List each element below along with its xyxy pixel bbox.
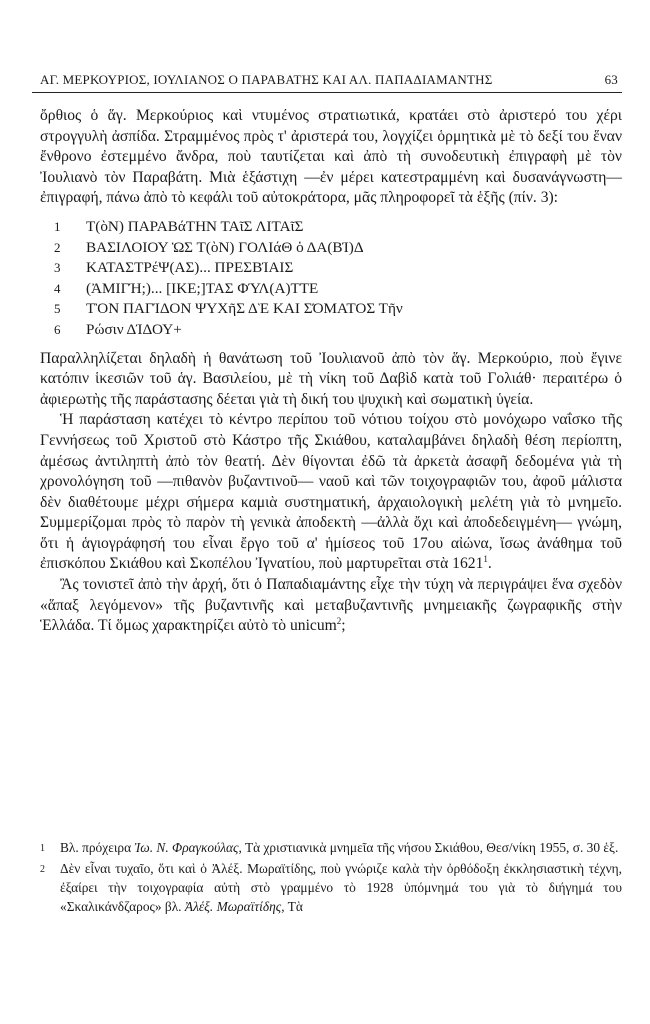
line-number: 4: [54, 280, 61, 296]
footnote-ref-2[interactable]: 2: [336, 616, 342, 627]
paragraph-3-end: .: [487, 555, 492, 573]
footnote-text-part: , Τὰ χριστιανικὰ μνημεῖα τῆς νήσου Σκιάθου, Θεσ/νίκη 1955, σ. 30 ἑξ.: [238, 840, 619, 855]
inscription-line: [54, 217, 622, 238]
footnote-mark: 2: [40, 864, 45, 875]
paragraph-3-text: Ἡ παράσταση κατέχει τὸ κέντρο περίπου τοῦ νότιου τοίχου στὸ μονόχωρο ναΐσκο τῆς Γεννήσεως τοῦ Χριστοῦ στὸ Κάστρο τῆς Σκιάθου, καταλαμβάνει δηλαδὴ θέση περίοπτη, ἀμέσως ἀντιληπτὴ ἀπὸ τὸν θεατή. Δὲν θίγονται ἐδῶ τὰ ἀρκετὰ ἀσαφῆ δεδομένα γιὰ τὴ χρονολόγηση τοῦ —πιθανὸν βυζαντινοῦ— ναοῦ καὶ τῶν τοιχογραφιῶν του, ἀφοῦ μάλιστα δὲν διαθέτουμε μέχρι σήμερα καμιὰ συστηματική, ἀρχαιολογικὴ μελέτη γιὰ τὸ μνημεῖο. Συμμερίζομαι πρὸς τὸ παρὸν τὴ γενικὰ ἀποδεκτὴ —ἀλλὰ ὄχι καὶ ἀποδεδειγμένη— γνώμη, ὅτι ἡ ἁγιογράφησή του εἶναι ἔργο τοῦ α' ἡμίσεος τοῦ 17ου αἰώνα, ἴσως ἀνάθημα τοῦ ἐπισκόπου Σκιάθου καὶ Σκοπέλου Ἰγνατίου, ποὺ μαρτυρεῖται στὰ 1621: [40, 411, 622, 573]
footnote-text-part: Δὲν εἶναι τυχαῖο, ὅτι καὶ ὁ Ἀλέξ. Μωραϊτίδης, ποὺ γνώριζε καλὰ τὴν ὀρθόδοξη ἐκκλησιαστικὴ τέχνη, ἐξαίρει τὴν τοιχογραφία αὐτὴ στὸ γραμμένο τὸ 1928 ὑπόμνημά του γιὰ τὸ διήγημά του «Σκαλικάνδζαρος» βλ.: [60, 861, 622, 914]
header-rule: [32, 92, 622, 93]
line-number: 5: [54, 301, 61, 317]
inscription-text: ΚΑΤΑΣΤΡέΨ(ΑΣ)... ΠΡΕΣΒΊΑΙΣ: [86, 259, 294, 277]
footnote-author: Ἰω. Ν. Φραγκούλας: [134, 840, 239, 855]
book-page: [32, 0, 622, 1024]
inscription-text: ΒΑΣΙΛΟΙΟΥ ὩΣ Τ(ὸΝ) ΓΟΛΙάΘ ὁ ΔΑ(ΒΊ)Δ: [86, 238, 364, 256]
running-title: ΑΓ. ΜΕΡΚΟΥΡΙΟΣ, ΙΟΥΛΙΑΝΟΣ Ο ΠΑΡΑΒΑΤΗΣ ΚΑΙ ΑΛ. ΠΑΠΑΔΙΑΜΑΝΤΗΣ: [40, 72, 493, 87]
inscription-line: [54, 258, 622, 279]
main-text: [40, 106, 622, 637]
footnote-author: Ἀλέξ. Μωραϊτίδης: [184, 899, 282, 914]
paragraph-2: Παραλληλίζεται δηλαδὴ ἡ θανάτωση τοῦ Ἰουλιανοῦ ἀπὸ τὸν ἅγ. Μερκούριο, ποὺ ἔγινε κατόπιν ἱκεσιῶν τοῦ ἁγ. Βασιλείου, μὲ τὴ νίκη τοῦ Δαβὶδ κατὰ τοῦ Γολιάθ· περαιτέρω ὁ ἀφιερωτὴς τῆς παράστασης δέεται γιὰ τὴ δική του ψυχικὴ καὶ σωματικὴ ὑγεία.: [40, 349, 622, 408]
inscription-line: [54, 320, 622, 341]
line-number: 2: [54, 239, 61, 255]
inscription-text: (ἈΜΙΓΉ;)... [ΙΚΕ;]ΤΑΣ ΦΎΛ(Α)ΤΤΕ: [86, 279, 319, 297]
footnote-text: [60, 859, 622, 916]
inscription-line: [54, 299, 622, 320]
paragraph-3: [40, 410, 622, 575]
footnote-text-part: , Τὰ: [281, 899, 303, 914]
inscription-text: Τ(ὸΝ) ΠΑΡΑΒάΤΗΝ ΤΑῖΣ ΛΙΤΑῖΣ: [86, 217, 304, 235]
inscription-line: [54, 279, 622, 300]
footnote-2: [40, 859, 622, 916]
footnote-text: [60, 838, 622, 858]
line-number: 6: [54, 321, 61, 337]
paragraph-4-end: ;: [341, 617, 346, 635]
paragraph-4-text: Ἂς τονιστεῖ ἀπὸ τὴν ἀρχή, ὅτι ὁ Παπαδιαμάντης εἶχε τὴν τύχη νὰ περιγράψει ἕνα σχεδὸν «ἅπαξ λεγόμενον» τῆς βυζαντινῆς καὶ μεταβυζαντινῆς μνημειακῆς ζωγραφικῆς στὴν Ἑλλάδα. Τί ὅμως χαρακτηρίζει αὐτὸ τὸ unicum: [40, 576, 622, 635]
inscription-line: [54, 238, 622, 259]
inscription-list: [54, 217, 622, 341]
inscription-text: ΤῸΝ ΠΑΓΊΔΟΝ ΨΥΧῆΣ ΔῈ ΚΑΙ ΣΌΜΑΤΟΣ Τῆν: [86, 300, 403, 318]
footnote-mark: 1: [40, 843, 45, 854]
footnote-text-part: Βλ. πρόχειρα: [60, 840, 135, 855]
footnote-ref-1[interactable]: 1: [483, 554, 488, 565]
running-head: [32, 70, 622, 92]
page-number: 63: [604, 72, 618, 87]
inscription-text: Ρώσιν ΔΊΔΟΥ+: [86, 320, 182, 338]
paragraph-4: [40, 575, 622, 637]
footnotes: [40, 838, 622, 917]
footnote-1: [40, 838, 622, 858]
paragraph-1: ὄρθιος ὁ ἅγ. Μερκούριος καὶ ντυμένος στρατιωτικά, κρατάει στὸ ἀριστερό του χέρι στρογγυλὴ ἀσπίδα. Στραμμένος πρὸς τ' ἀριστερά του, λογχίζει ὁρμητικὰ μὲ τὸ δεξί του ἕναν ἔνθρονο ἐστεμμένο ἄνδρα, ποὺ ταυτίζεται καὶ ἀπὸ τὴ συνοδευτικὴ ἐπιγραφὴ μὲ τὸν Ἰουλιανὸ τὸν Παραβάτη. Μιὰ ἑξάστιχη —ἐν μέρει κατεστραμμένη καὶ δυσανάγνωστη— ἐπιγραφή, πάνω ἀπὸ τὸ κεφάλι τοῦ αὐτοκράτορα, μᾶς πληροφορεῖ τὰ ἑξῆς (πίν. 3):: [40, 107, 622, 207]
line-number: 3: [54, 260, 61, 276]
line-number: 1: [54, 218, 61, 234]
